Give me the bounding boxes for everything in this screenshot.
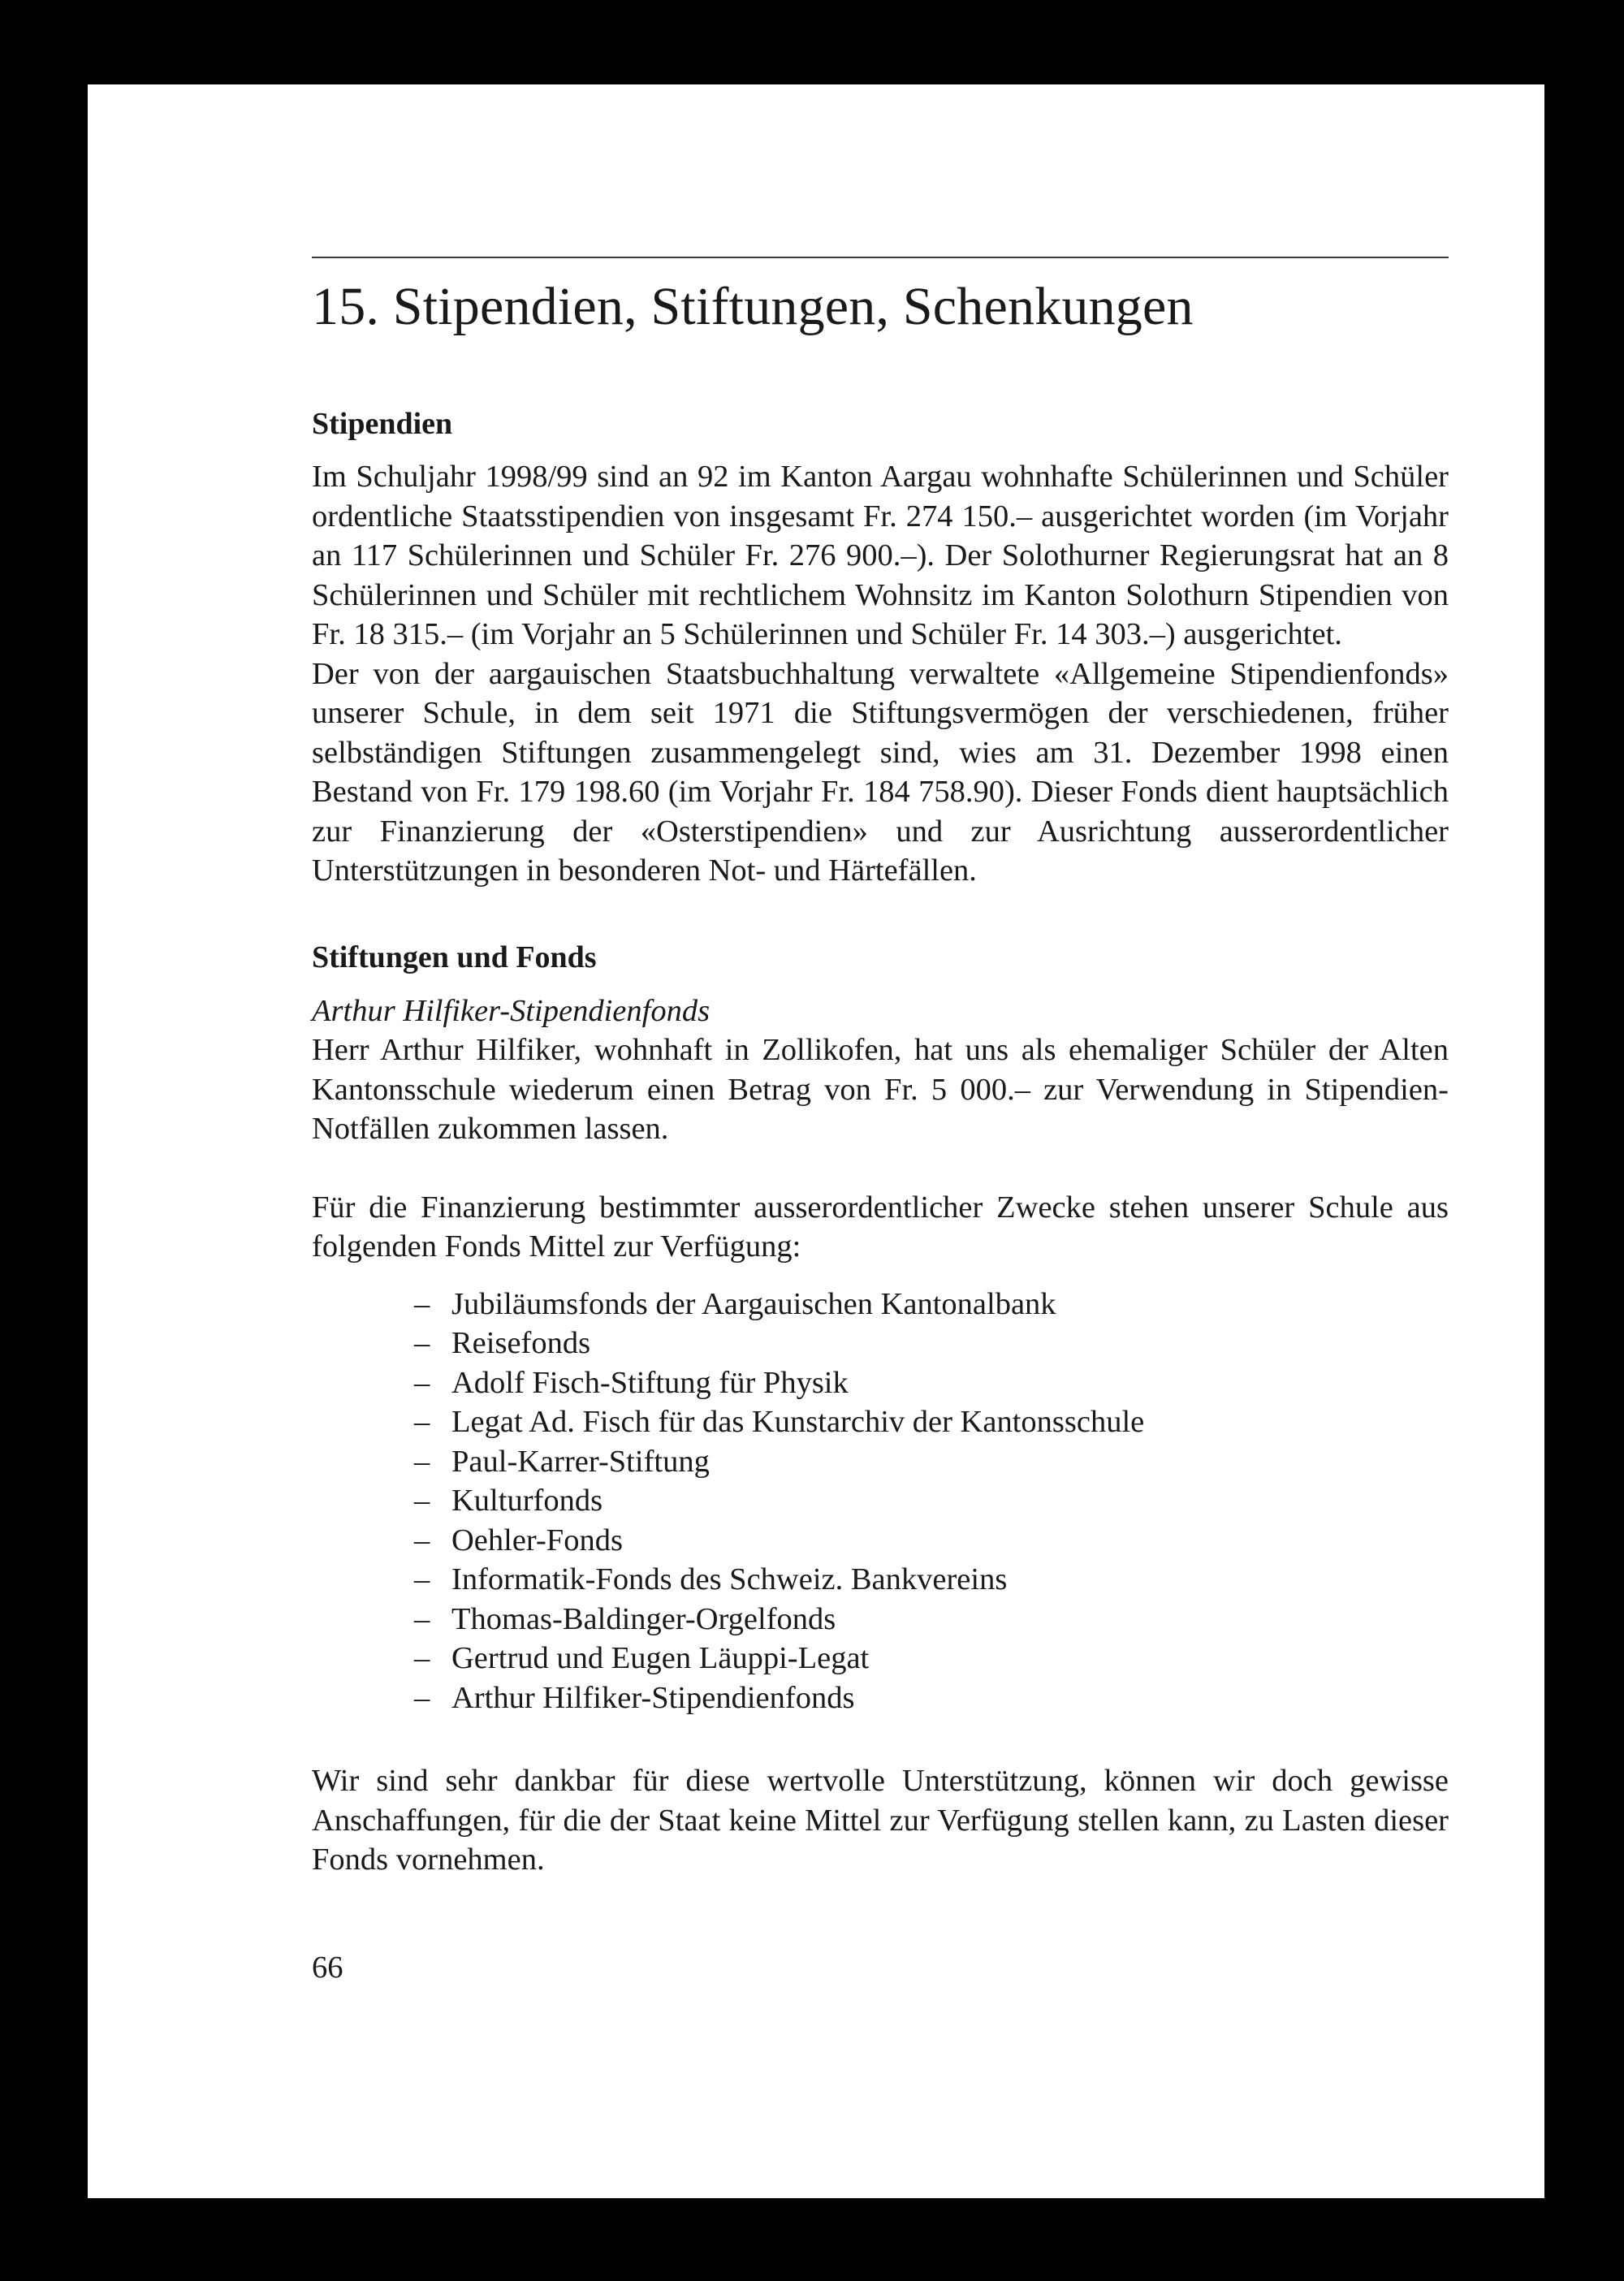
dash-bullet: – bbox=[414, 1641, 430, 1676]
section-heading-stipendien: Stipendien bbox=[312, 406, 453, 441]
fund-name: Adolf Fisch-Stiftung für Physik bbox=[451, 1365, 849, 1400]
chapter-title: 15. Stipendien, Stiftungen, Schenkungen bbox=[312, 277, 1194, 336]
list-item bbox=[414, 1285, 1449, 1324]
fund-name: Kulturfonds bbox=[451, 1484, 603, 1519]
stipendien-paragraph-2: Der von der aargauischen Staatsbuchhaltung verwaltete «Allgemeine Stipendienfonds» unserer Schule, in dem seit 1971 die Stiftungsvermögen der verschiedenen, früher selbständigen Stiftungen zusammengelegt sind, wies am 31. Dezember 1998 einen Bestand von Fr. 179 198.60 (im Vorjahr Fr. 184 758.90). Dieser Fonds dient hauptsächlich zur Finanzierung der «Osterstipendien» und zur Ausrichtung ausserordentlicher Unterstützungen in besonderen Not- und Härtefällen. bbox=[312, 656, 1449, 888]
fund-name: Gertrud und Eugen Läuppi-Legat bbox=[451, 1641, 870, 1676]
dash-bullet: – bbox=[414, 1680, 430, 1715]
subheading-hilfiker-fonds: Arthur Hilfiker-Stipendienfonds bbox=[312, 993, 710, 1028]
fund-name: Oehler-Fonds bbox=[451, 1523, 623, 1557]
dash-bullet: – bbox=[414, 1365, 430, 1400]
dash-bullet: – bbox=[414, 1286, 430, 1321]
page-content bbox=[312, 257, 1449, 1987]
dash-bullet: – bbox=[414, 1484, 430, 1519]
fund-name: Legat Ad. Fisch für das Kunstarchiv der Kantonsschule bbox=[451, 1405, 1145, 1440]
list-item bbox=[414, 1324, 1449, 1363]
section-heading-stiftungen: Stiftungen und Fonds bbox=[312, 940, 597, 974]
fund-name: Arthur Hilfiker-Stipendienfonds bbox=[451, 1680, 855, 1715]
list-item bbox=[414, 1560, 1449, 1600]
stiftungen-paragraph-2: Für die Finanzierung bestimmter ausserordentlicher Zwecke stehen unserer Schule aus folgenden Fonds Mittel zur Verfügung: bbox=[312, 1190, 1449, 1264]
document-page bbox=[88, 84, 1544, 2198]
list-item bbox=[414, 1678, 1449, 1718]
fund-name: Jubiläumsfonds der Aargauischen Kantonalbank bbox=[451, 1286, 1056, 1321]
dash-bullet: – bbox=[414, 1444, 430, 1479]
dash-bullet: – bbox=[414, 1326, 430, 1361]
stipendien-paragraph-1: Im Schuljahr 1998/99 sind an 92 im Kanton Aargau wohnhafte Schülerinnen und Schüler ordentliche Staatsstipendien von insgesamt Fr. 274 150.– ausgerichtet worden (im Vorjahr an 117 Schülerinnen und Schüler Fr. 276 900.–). Der Solothurner Regierungsrat hat an 8 Schülerinnen und Schüler mit rechtlichem Wohnsitz im Kanton Solothurn Stipendien von Fr. 18 315.– (im Vorjahr an 5 Schülerinnen und Schüler Fr. 14 303.–) ausgerichtet. bbox=[312, 460, 1449, 652]
fund-name: Paul-Karrer-Stiftung bbox=[451, 1444, 710, 1479]
list-item bbox=[414, 1481, 1449, 1521]
list-item bbox=[414, 1639, 1449, 1678]
page-number: 66 bbox=[312, 1950, 343, 1985]
fund-name: Reisefonds bbox=[451, 1326, 591, 1361]
list-item bbox=[414, 1521, 1449, 1561]
list-item bbox=[414, 1363, 1449, 1403]
list-item bbox=[414, 1402, 1449, 1442]
closing-paragraph: Wir sind sehr dankbar für diese wertvolle Unterstützung, können wir doch gewisse Anschaffungen, für die der Staat keine Mittel zur Verfügung stellen kann, zu Lasten dieser Fonds vornehmen. bbox=[312, 1764, 1449, 1877]
stiftungen-paragraph-1: Herr Arthur Hilfiker, wohnhaft in Zollikofen, hat uns als ehemaliger Schüler der Alten Kantonsschule wiederum einen Betrag von Fr. 5 000.– zur Verwendung in Stipendien-Notfällen zukommen lassen. bbox=[312, 1033, 1449, 1147]
dash-bullet: – bbox=[414, 1601, 430, 1636]
fund-list bbox=[312, 1285, 1449, 1718]
fund-name: Informatik-Fonds des Schweiz. Bankvereins bbox=[451, 1562, 1008, 1597]
fund-name: Thomas-Baldinger-Orgelfonds bbox=[451, 1601, 836, 1636]
dash-bullet: – bbox=[414, 1523, 430, 1557]
dash-bullet: – bbox=[414, 1405, 430, 1440]
list-item bbox=[414, 1442, 1449, 1482]
header-rule bbox=[312, 257, 1449, 258]
dash-bullet: – bbox=[414, 1562, 430, 1597]
list-item bbox=[414, 1600, 1449, 1639]
